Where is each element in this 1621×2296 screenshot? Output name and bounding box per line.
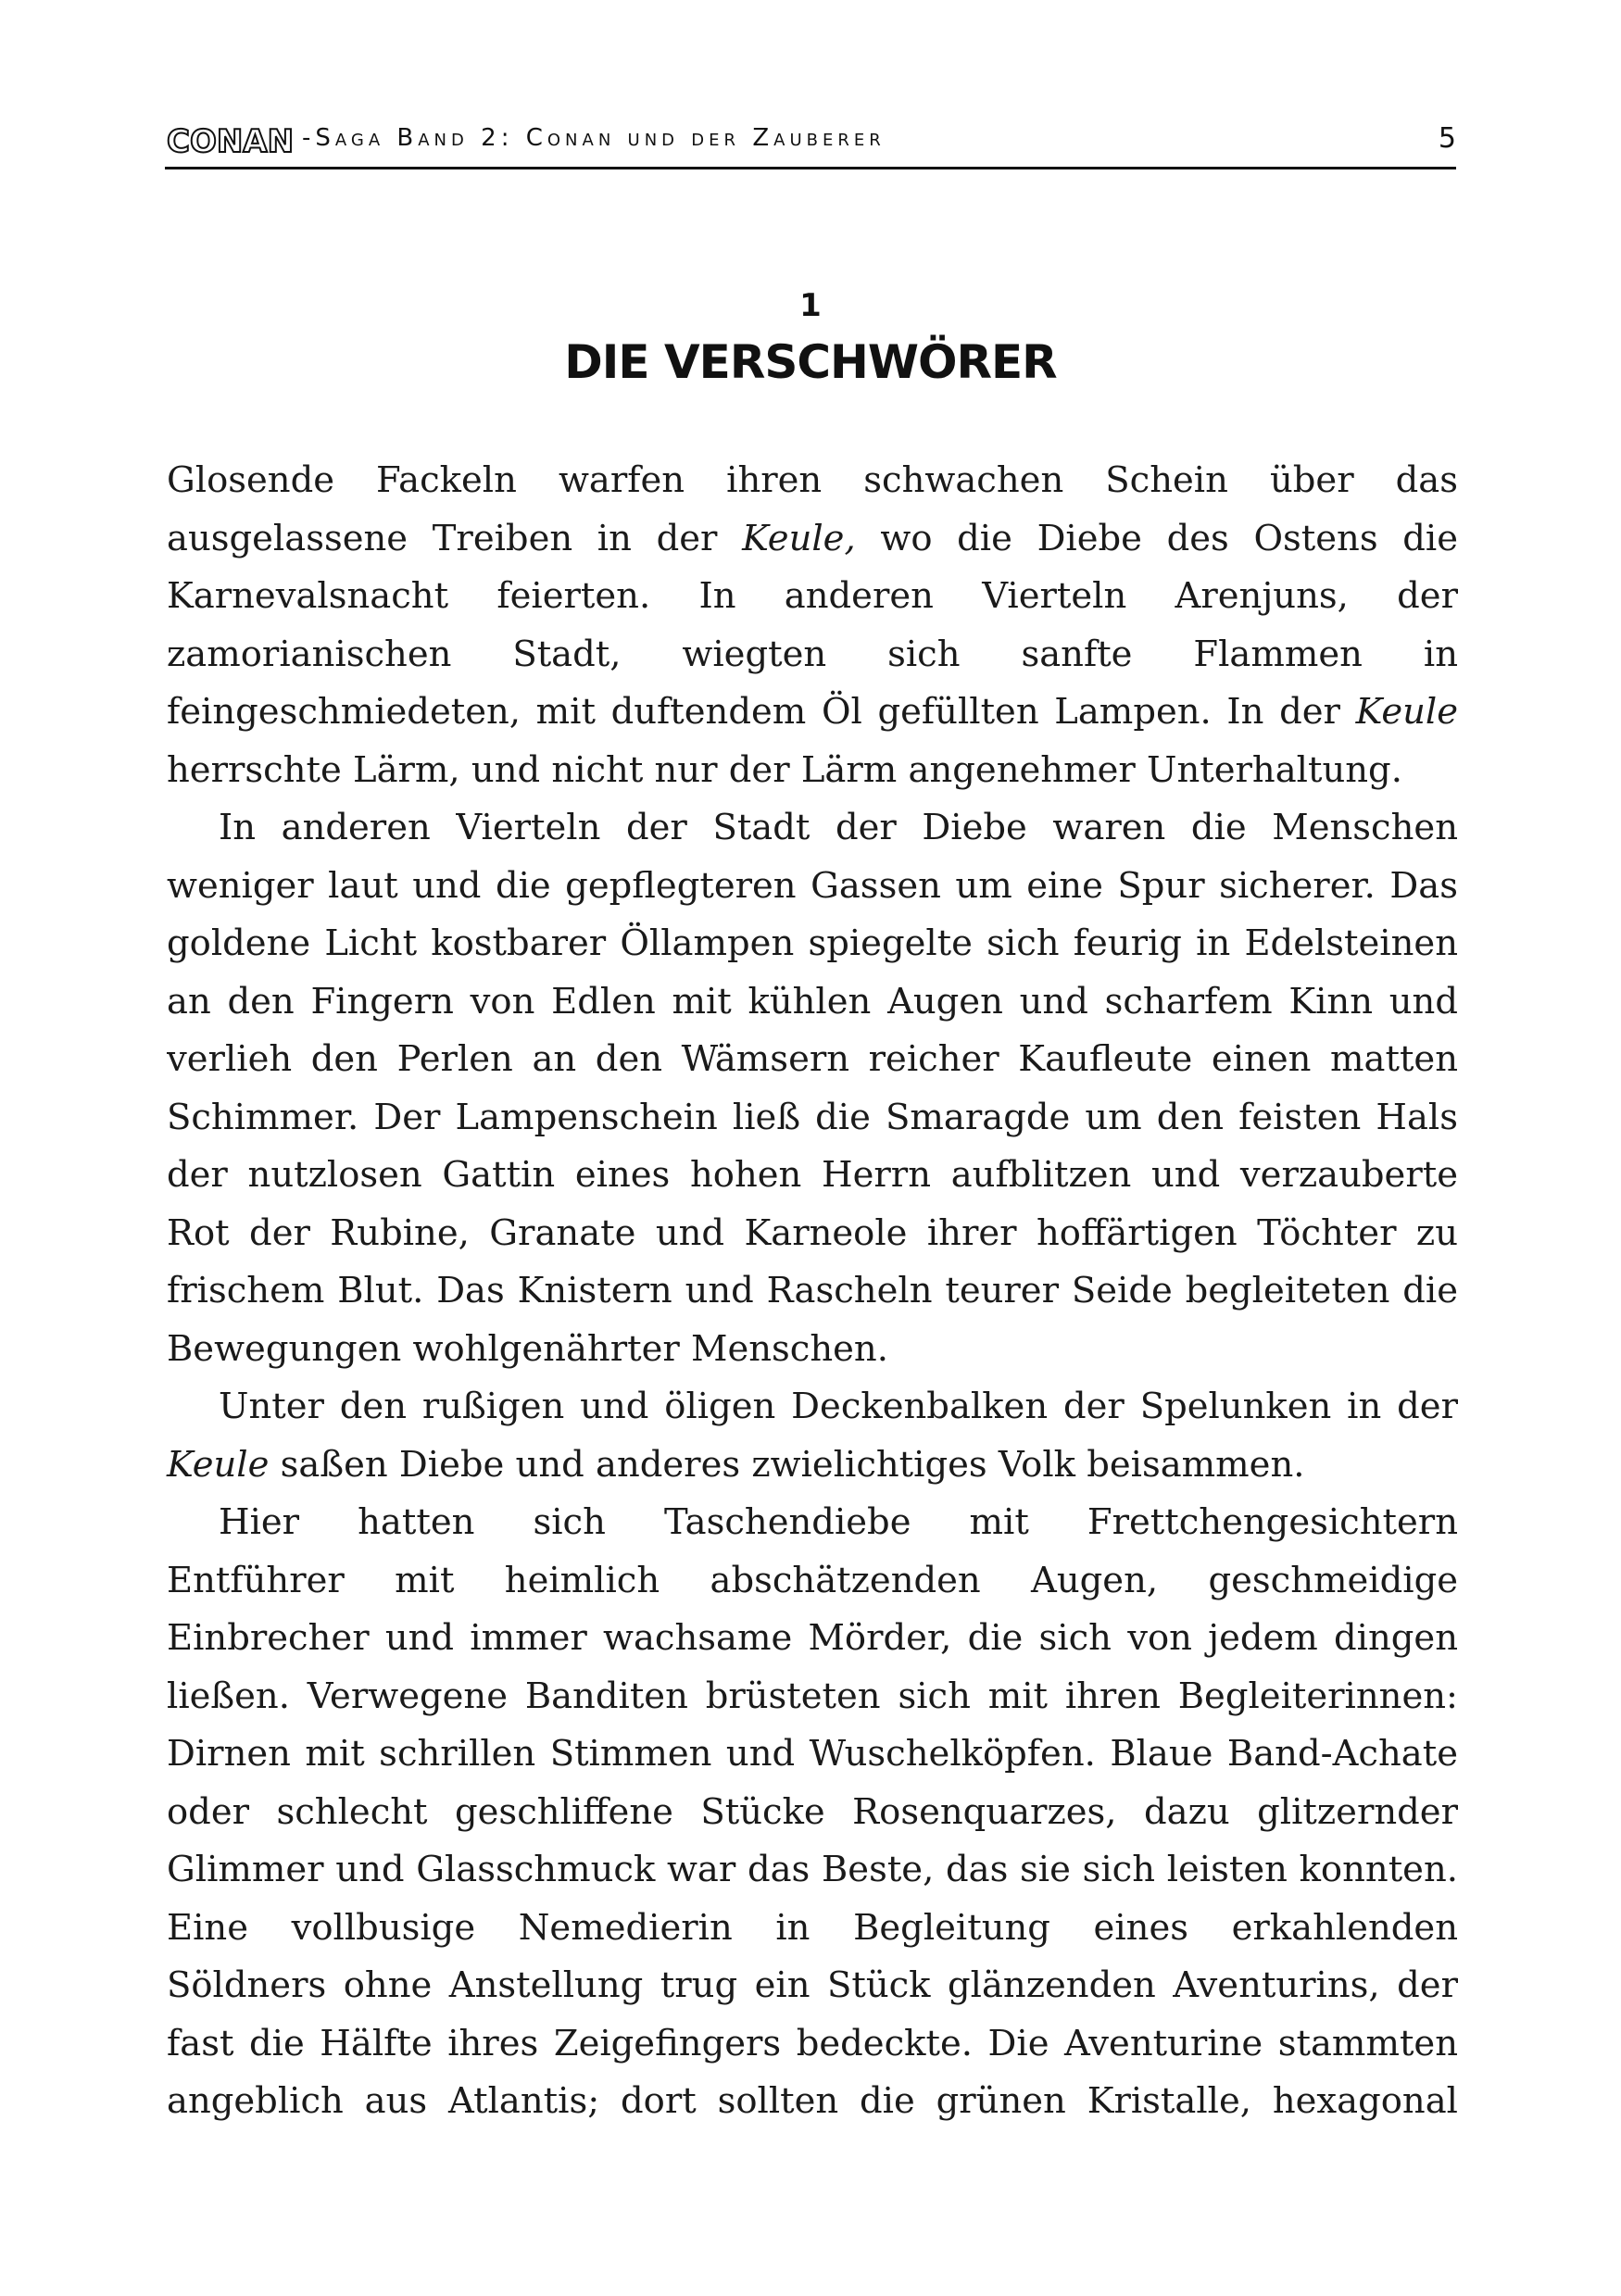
chapter-number: 1 xyxy=(799,287,822,324)
text-line: verlieh den Perlen an den Wämsern reicher Kaufleute einen matten xyxy=(167,1038,1458,1080)
text-line: herrschte Lärm, und nicht nur der Lärm angenehmer Unterhaltung. xyxy=(167,748,1402,791)
text-line: Glosende Fackeln warfen ihren schwachen Schein über das xyxy=(167,459,1458,501)
text-line: der nutzlosen Gattin eines hohen Herrn aufblitzen und verzauberte xyxy=(167,1154,1458,1196)
header-rule xyxy=(165,167,1456,169)
text-line: fast die Hälfte ihres Zeigefingers bedeckte. Die Aventurine stammten xyxy=(167,2022,1458,2064)
text-line: In anderen Vierteln der Stadt der Diebe waren die Menschen xyxy=(219,807,1458,848)
text-line: Unter den rußigen und öligen Deckenbalken der Spelunken in der xyxy=(219,1386,1458,1427)
text-line: Söldners ohne Anstellung trug ein Stück glänzenden Aventurins, der xyxy=(167,1964,1458,2006)
text-line: Einbrecher und immer wachsame Mörder, die sich von jedem dingen xyxy=(167,1617,1458,1659)
text-line: Dirnen mit schrillen Stimmen und Wuschelköpfen. Blaue Band-Achate xyxy=(167,1733,1458,1775)
text-line: ausgelassene Treiben in der Keule, wo die Diebe des Ostens die xyxy=(167,517,1458,559)
text-line: feingeschmiedeten, mit duftendem Öl gefüllten Lampen. In der Keule xyxy=(167,691,1458,733)
text-line: Hier hatten sich Taschendiebe mit Frettchengesichtern xyxy=(219,1501,1458,1543)
text-line: frischem Blut. Das Knistern und Rascheln teurer Seide begleiteten die xyxy=(167,1270,1458,1311)
running-header xyxy=(165,119,1456,169)
running-title: -Saga Band 2: Conan und der Zauberer xyxy=(302,124,886,152)
text-line: Keule saßen Diebe und anderes zwielichtiges Volk beisammen. xyxy=(167,1443,1305,1486)
text-line: Schimmer. Der Lampenschein ließ die Smaragde um den feisten Hals xyxy=(167,1096,1458,1138)
text-line: an den Fingern von Edlen mit kühlen Augen und scharfem Kinn und xyxy=(167,980,1458,1023)
text-line: Rot der Rubine, Granate und Karneole ihrer hoffärtigen Töchter zu xyxy=(167,1211,1458,1254)
chapter-title: DIE VERSCHWÖRER xyxy=(564,335,1057,389)
page-number: 5 xyxy=(1438,122,1456,155)
text-line: oder schlecht geschliffene Stücke Rosenquarzes, dazu glitzernder xyxy=(167,1790,1458,1833)
svg-text:CONAN: CONAN xyxy=(167,123,295,159)
text-line: Bewegungen wohlgenährter Menschen. xyxy=(167,1327,888,1370)
conan-logo xyxy=(165,120,295,157)
text-line: ließen. Verwegene Banditen brüsteten sich mit ihren Begleiterinnen: xyxy=(167,1675,1458,1717)
text-line: Glimmer und Glasschmuck war das Beste, das sie sich leisten konnten. xyxy=(167,1849,1458,1890)
text-line: Karnevalsnacht feierten. In anderen Vierteln Arenjuns, der xyxy=(167,575,1458,617)
text-line: angeblich aus Atlantis; dort sollten die grünen Kristalle, hexagonal xyxy=(167,2080,1458,2122)
text-line: Entführer mit heimlich abschätzenden Augen, geschmeidige xyxy=(167,1559,1458,1601)
chapter-body xyxy=(167,452,1458,2131)
text-line: goldene Licht kostbarer Öllampen spiegelte sich feurig in Edelsteinen xyxy=(167,922,1458,964)
text-line: weniger laut und die gepflegteren Gassen um eine Spur sicherer. Das xyxy=(167,864,1458,907)
text-line: Eine vollbusige Nemedierin in Begleitung eines erkahlenden xyxy=(167,1906,1458,1949)
text-line: zamorianischen Stadt, wiegten sich sanfte Flammen in xyxy=(167,633,1458,675)
